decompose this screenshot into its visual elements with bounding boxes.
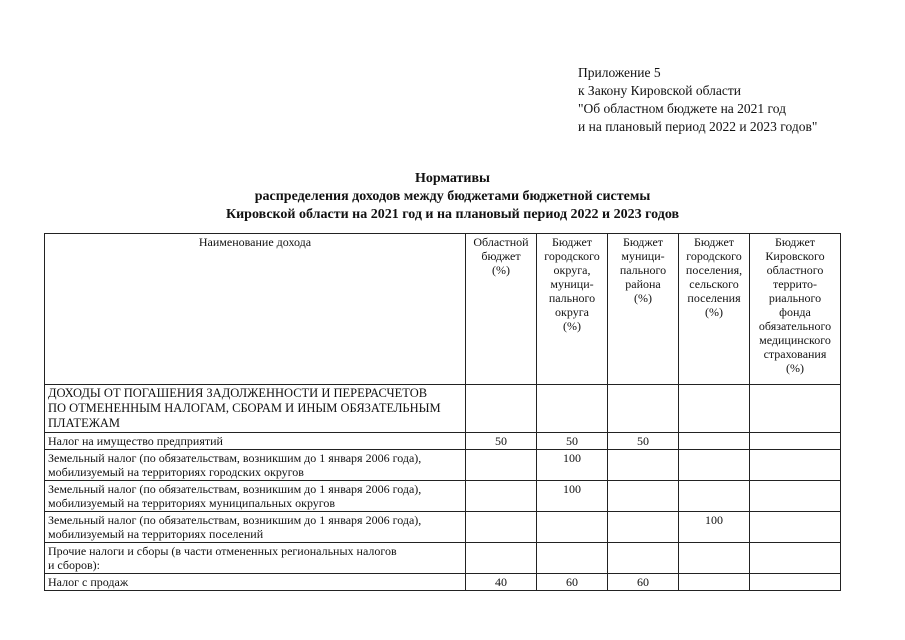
value-cell xyxy=(466,512,537,543)
value-cell xyxy=(537,512,608,543)
name-line: ПО ОТМЕНЕННЫМ НАЛОГАМ, СБОРАМ И ИНЫМ ОБЯЗАТЕЛЬНЫМ xyxy=(48,401,441,415)
value-cell xyxy=(750,481,841,512)
name-line: Земельный налог (по обязательствам, возникшим до 1 января 2006 года), xyxy=(48,482,422,496)
header-line: муници- xyxy=(550,277,594,291)
value-cell: 60 xyxy=(537,574,608,591)
header-line: обязательного xyxy=(758,319,832,333)
table-header-row xyxy=(45,234,841,385)
header-line: (%) xyxy=(492,263,510,277)
name-line: Прочие налоги и сборы (в части отмененных региональных налогов xyxy=(48,544,397,558)
value-cell: 100 xyxy=(679,512,750,543)
name-line: мобилизуемый на территориях поселений xyxy=(48,527,264,541)
header-cell xyxy=(608,234,679,385)
value-cell xyxy=(679,481,750,512)
header-line: пального xyxy=(619,263,667,277)
value-cell xyxy=(750,450,841,481)
title-line: распределения доходов между бюджетами бюджетной системы xyxy=(254,189,651,204)
value-cell: 100 xyxy=(537,481,608,512)
name-line: Налог на имущество предприятий xyxy=(48,434,223,448)
header-line: округа xyxy=(555,305,589,319)
value-cell: 50 xyxy=(537,433,608,450)
header-cell xyxy=(537,234,608,385)
header-line: террито- xyxy=(772,277,818,291)
header-line: (%) xyxy=(786,361,804,375)
name-line: ПЛАТЕЖАМ xyxy=(48,416,121,430)
value-cell: 50 xyxy=(608,433,679,450)
header-cell xyxy=(750,234,841,385)
table-row xyxy=(45,574,841,591)
title-line: Нормативы xyxy=(415,171,490,186)
income-name-cell xyxy=(45,512,466,543)
appendix-line: и на плановый период 2022 и 2023 годов" xyxy=(578,119,818,134)
value-cell xyxy=(679,574,750,591)
value-cell xyxy=(750,574,841,591)
header-line: Наименование дохода xyxy=(198,235,312,249)
header-line: фонда xyxy=(779,305,811,319)
table-row xyxy=(45,512,841,543)
table-row xyxy=(45,450,841,481)
value-cell xyxy=(608,543,679,574)
value-cell: 50 xyxy=(466,433,537,450)
value-cell xyxy=(608,450,679,481)
header-line: поселения, xyxy=(685,263,743,277)
table-row xyxy=(45,385,841,433)
table-row xyxy=(45,543,841,574)
income-name-cell xyxy=(45,481,466,512)
value-cell xyxy=(750,433,841,450)
name-line: Земельный налог (по обязательствам, возникшим до 1 января 2006 года), xyxy=(48,513,422,527)
name-line: мобилизуемый на территориях городских округов xyxy=(48,465,304,479)
value-cell xyxy=(466,543,537,574)
header-line: Бюджет xyxy=(774,235,816,249)
name-line: ДОХОДЫ ОТ ПОГАШЕНИЯ ЗАДОЛЖЕННОСТИ И ПЕРЕРАСЧЕТОВ xyxy=(48,386,428,400)
value-cell xyxy=(466,450,537,481)
value-cell xyxy=(679,450,750,481)
value-cell xyxy=(608,385,679,433)
table-row xyxy=(45,481,841,512)
header-line: Областной xyxy=(473,235,529,249)
value-cell xyxy=(537,543,608,574)
value-cell xyxy=(537,385,608,433)
header-line: (%) xyxy=(634,291,652,305)
header-line: Бюджет xyxy=(551,235,593,249)
table-row xyxy=(45,433,841,450)
value-cell xyxy=(679,385,750,433)
name-line: и сборов): xyxy=(48,558,100,572)
appendix-line: Приложение 5 xyxy=(578,65,661,80)
income-name-cell xyxy=(45,433,466,450)
header-line: округа, xyxy=(553,263,591,277)
header-line: городского xyxy=(686,249,742,263)
value-cell xyxy=(750,543,841,574)
value-cell: 60 xyxy=(608,574,679,591)
value-cell xyxy=(750,385,841,433)
name-line: мобилизуемый на территориях муниципальных округов xyxy=(48,496,336,510)
header-line: Бюджет xyxy=(693,235,735,249)
header-cell xyxy=(679,234,750,385)
appendix-line: "Об областном бюджете на 2021 год xyxy=(578,101,786,116)
appendix-reference xyxy=(578,64,817,136)
name-line: Налог с продаж xyxy=(48,575,129,589)
header-line: медицинского xyxy=(759,333,831,347)
header-line: Кировского xyxy=(765,249,825,263)
value-cell xyxy=(608,512,679,543)
header-line: (%) xyxy=(705,305,723,319)
value-cell xyxy=(466,385,537,433)
value-cell xyxy=(679,543,750,574)
income-name-cell xyxy=(45,385,466,433)
value-cell xyxy=(750,512,841,543)
header-line: риального xyxy=(768,291,822,305)
header-cell xyxy=(466,234,537,385)
header-line: бюджет xyxy=(481,249,521,263)
revenue-distribution-table xyxy=(44,233,841,591)
header-line: пального xyxy=(548,291,596,305)
value-cell xyxy=(466,481,537,512)
header-line: района xyxy=(625,277,661,291)
value-cell: 40 xyxy=(466,574,537,591)
name-line: Земельный налог (по обязательствам, возникшим до 1 января 2006 года), xyxy=(48,451,422,465)
header-line: Бюджет xyxy=(622,235,664,249)
header-cell xyxy=(45,234,466,385)
value-cell: 100 xyxy=(537,450,608,481)
title-line: Кировской области на 2021 год и на плановый период 2022 и 2023 годов xyxy=(225,207,680,222)
header-line: страхования xyxy=(763,347,827,361)
appendix-line: к Закону Кировской области xyxy=(578,83,742,98)
value-cell xyxy=(679,433,750,450)
income-name-cell xyxy=(45,450,466,481)
header-line: поселения xyxy=(687,291,741,305)
header-line: областного xyxy=(766,263,824,277)
document-title xyxy=(0,170,905,224)
header-line: (%) xyxy=(563,319,581,333)
income-name-cell xyxy=(45,543,466,574)
header-line: городского xyxy=(544,249,600,263)
header-line: сельского xyxy=(689,277,739,291)
header-line: муници- xyxy=(621,249,665,263)
income-name-cell xyxy=(45,574,466,591)
value-cell xyxy=(608,481,679,512)
